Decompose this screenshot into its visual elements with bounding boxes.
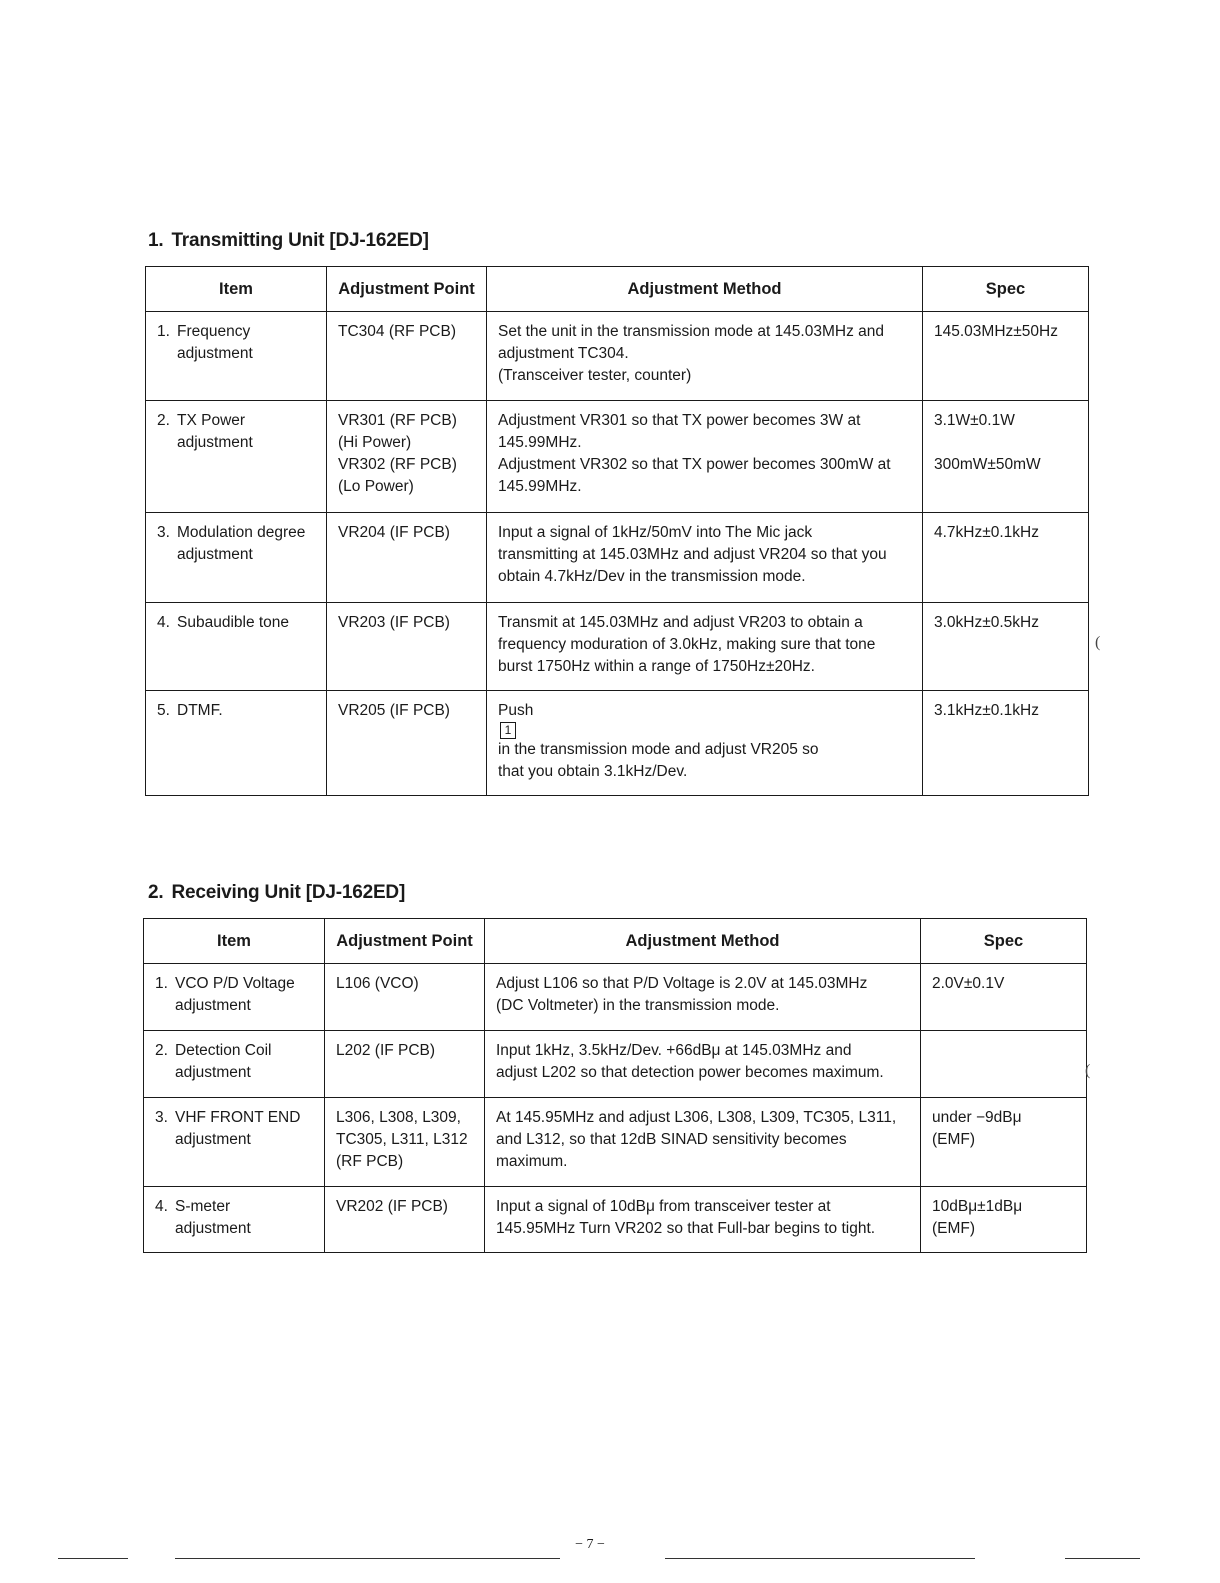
spec-cell: [923, 513, 1089, 603]
adjustment-point: VR205 (IF PCB): [338, 702, 450, 719]
spec-value: 3.1W±0.1W: [934, 412, 1015, 429]
item-cell: [146, 401, 327, 513]
adjustment-method-cell: [485, 1187, 921, 1253]
item-cell: [144, 964, 325, 1031]
method-text: in the transmission mode and adjust VR205 so: [498, 741, 819, 758]
method-line: that you obtain 3.1kHz/Dev.: [498, 763, 688, 780]
adjustment-point: L106 (VCO): [336, 975, 419, 992]
item-number: 3.: [157, 524, 170, 541]
adjustment-point: VR301 (RF PCB): [338, 412, 457, 429]
adjustment-method-cell: [487, 513, 923, 603]
table-row: [144, 1187, 1087, 1253]
method-line: 145.99MHz.: [498, 434, 582, 451]
adjustment-point: VR203 (IF PCB): [338, 614, 450, 631]
table-header-row: [144, 919, 1087, 964]
adjustment-point: TC305, L311, L312: [336, 1131, 468, 1148]
item-cell: [146, 691, 327, 796]
adjustment-point: VR302 (RF PCB): [338, 456, 457, 473]
spec-cell: [923, 312, 1089, 401]
footer-rule: [175, 1558, 560, 1559]
item-cell: [144, 1031, 325, 1098]
header-adjustment-point: Adjustment Point: [327, 267, 487, 312]
item-number: 4.: [157, 614, 170, 631]
footer-rule: [1065, 1558, 1140, 1559]
spec-cell: [923, 691, 1089, 796]
item-label: adjustment: [175, 1131, 251, 1148]
spec-value: 3.0kHz±0.5kHz: [934, 614, 1039, 631]
margin-mark: (: [1085, 1062, 1091, 1079]
section2-heading: Receiving Unit [DJ-162ED]: [171, 882, 406, 903]
adjustment-point: (Lo Power): [338, 478, 414, 495]
item-label: Detection Coil: [175, 1042, 272, 1059]
item-cell: [144, 1187, 325, 1253]
table-row: [146, 603, 1089, 691]
spec-value: 10dBμ±1dBμ: [932, 1198, 1023, 1215]
item-label: adjustment: [175, 1220, 251, 1237]
adjustment-point-cell: [327, 603, 487, 691]
footer-rule: [58, 1558, 128, 1559]
method-line: (Transceiver tester, counter): [498, 367, 692, 384]
item-label: TX Power: [177, 412, 246, 429]
item-number: 1.: [155, 975, 168, 992]
item-label: Subaudible tone: [177, 614, 290, 631]
adjustment-point-cell: [327, 513, 487, 603]
adjustment-method-cell: [485, 964, 921, 1031]
header-adjustment-method: Adjustment Method: [485, 919, 921, 964]
item-number: 2.: [157, 412, 170, 429]
method-line: Input a signal of 1kHz/50mV into The Mic jack: [498, 524, 813, 541]
section1-heading: Transmitting Unit [DJ-162ED]: [171, 230, 429, 251]
spec-value: (EMF): [932, 1220, 976, 1237]
method-line: frequency moduration of 3.0kHz, making sure that tone: [498, 636, 876, 653]
spec-cell: [921, 1098, 1087, 1187]
spec-value: under −9dBμ: [932, 1109, 1022, 1126]
adjustment-point: TC304 (RF PCB): [338, 323, 456, 340]
header-adjustment-method: Adjustment Method: [487, 267, 923, 312]
method-line: burst 1750Hz within a range of 1750Hz±20Hz.: [498, 658, 815, 675]
adjustment-method-cell: [487, 401, 923, 513]
item-label: VCO P/D Voltage: [175, 975, 295, 992]
method-line: (DC Voltmeter) in the transmission mode.: [496, 997, 780, 1014]
item-label: adjustment: [175, 997, 251, 1014]
spec-value: 145.03MHz±50Hz: [934, 323, 1058, 340]
method-line: adjust L202 so that detection power becomes maximum.: [496, 1064, 884, 1081]
method-line: Adjustment VR302 so that TX power becomes 300mW at: [498, 456, 891, 473]
item-label: adjustment: [175, 1064, 251, 1081]
header-adjustment-point: Adjustment Point: [325, 919, 485, 964]
table-row: [146, 401, 1089, 513]
spec-cell: [923, 401, 1089, 513]
method-line: 145.99MHz.: [498, 478, 582, 495]
item-label: DTMF.: [177, 702, 223, 719]
item-number: 5.: [157, 702, 170, 719]
item-label: Modulation degree: [177, 524, 306, 541]
method-line: Adjustment VR301 so that TX power becomes 3W at: [498, 412, 861, 429]
spec-cell: [921, 1031, 1087, 1098]
header-spec: Spec: [921, 919, 1087, 964]
key-1-icon: 1: [500, 722, 516, 739]
method-line: Transmit at 145.03MHz and adjust VR203 to obtain a: [498, 614, 863, 631]
table-row: [144, 1031, 1087, 1098]
adjustment-point: L202 (IF PCB): [336, 1042, 436, 1059]
spec-value: 2.0V±0.1V: [932, 975, 1005, 992]
table-row: [146, 691, 1089, 796]
method-line: Adjust L106 so that P/D Voltage is 2.0V at 145.03MHz: [496, 975, 868, 992]
item-number: 2.: [155, 1042, 168, 1059]
item-cell: [144, 1098, 325, 1187]
adjustment-point: L306, L308, L309,: [336, 1109, 461, 1126]
table-header-row: [146, 267, 1089, 312]
adjustment-point-cell: [325, 1031, 485, 1098]
table-row: [144, 964, 1087, 1031]
adjustment-method-cell: [487, 691, 923, 796]
item-label: Frequency: [177, 323, 251, 340]
adjustment-point-cell: [325, 1187, 485, 1253]
adjustment-method-cell: [487, 603, 923, 691]
item-label: adjustment: [177, 434, 253, 451]
method-line: Set the unit in the transmission mode at 145.03MHz and: [498, 323, 884, 340]
item-label: VHF FRONT END: [175, 1109, 301, 1126]
spec-value: 300mW±50mW: [934, 456, 1041, 473]
footer-rule: [665, 1558, 975, 1559]
method-line: At 145.95MHz and adjust L306, L308, L309, TC305, L311,: [496, 1109, 897, 1126]
header-item: Item: [146, 267, 327, 312]
section1-number: 1.: [148, 230, 164, 251]
adjustment-point: VR202 (IF PCB): [336, 1198, 448, 1215]
spec-cell: [921, 964, 1087, 1031]
adjustment-point: (Hi Power): [338, 434, 412, 451]
item-number: 4.: [155, 1198, 168, 1215]
adjustment-point-cell: [325, 1098, 485, 1187]
table-row: [146, 513, 1089, 603]
method-line: obtain 4.7kHz/Dev in the transmission mode.: [498, 568, 806, 585]
adjustment-point: (RF PCB): [336, 1153, 404, 1170]
item-label: adjustment: [177, 546, 253, 563]
method-line: Input a signal of 10dBμ from transceiver tester at: [496, 1198, 831, 1215]
adjustment-method-cell: [485, 1031, 921, 1098]
item-cell: [146, 513, 327, 603]
method-line: and L312, so that 12dB SINAD sensitivity becomes: [496, 1131, 847, 1148]
margin-mark: (: [1095, 634, 1101, 651]
method-line: maximum.: [496, 1153, 568, 1170]
adjustment-method-cell: [487, 312, 923, 401]
adjustment-method-cell: [485, 1098, 921, 1187]
spec-value: (EMF): [932, 1131, 976, 1148]
spec-cell: [923, 603, 1089, 691]
method-line: adjustment TC304.: [498, 345, 629, 362]
spec-value: 4.7kHz±0.1kHz: [934, 524, 1039, 541]
section2-number: 2.: [148, 882, 164, 903]
adjustment-point-cell: [327, 691, 487, 796]
adjustment-point-cell: [325, 964, 485, 1031]
spec-value: 3.1kHz±0.1kHz: [934, 702, 1039, 719]
item-label: adjustment: [177, 345, 253, 362]
method-line: transmitting at 145.03MHz and adjust VR204 so that you: [498, 546, 887, 563]
item-label: S-meter: [175, 1198, 231, 1215]
method-text: Push: [498, 702, 534, 719]
table-row: [146, 312, 1089, 401]
item-number: 3.: [155, 1109, 168, 1126]
transmitting-adjustment-table: [145, 266, 1089, 796]
adjustment-point-cell: [327, 401, 487, 513]
method-line: [498, 700, 912, 761]
header-spec: Spec: [923, 267, 1089, 312]
item-number: 1.: [157, 323, 170, 340]
header-item: Item: [144, 919, 325, 964]
adjustment-point-cell: [327, 312, 487, 401]
item-cell: [146, 603, 327, 691]
method-line: Input 1kHz, 3.5kHz/Dev. +66dBμ at 145.03MHz and: [496, 1042, 852, 1059]
section1-title: [148, 230, 429, 252]
method-line: 145.95MHz Turn VR202 so that Full-bar begins to tight.: [496, 1220, 876, 1237]
spec-cell: [921, 1187, 1087, 1253]
page-number: − 7 −: [575, 1537, 605, 1552]
receiving-adjustment-table: [143, 918, 1087, 1253]
section2-title: [148, 882, 405, 904]
table-row: [144, 1098, 1087, 1187]
item-cell: [146, 312, 327, 401]
adjustment-point: VR204 (IF PCB): [338, 524, 450, 541]
